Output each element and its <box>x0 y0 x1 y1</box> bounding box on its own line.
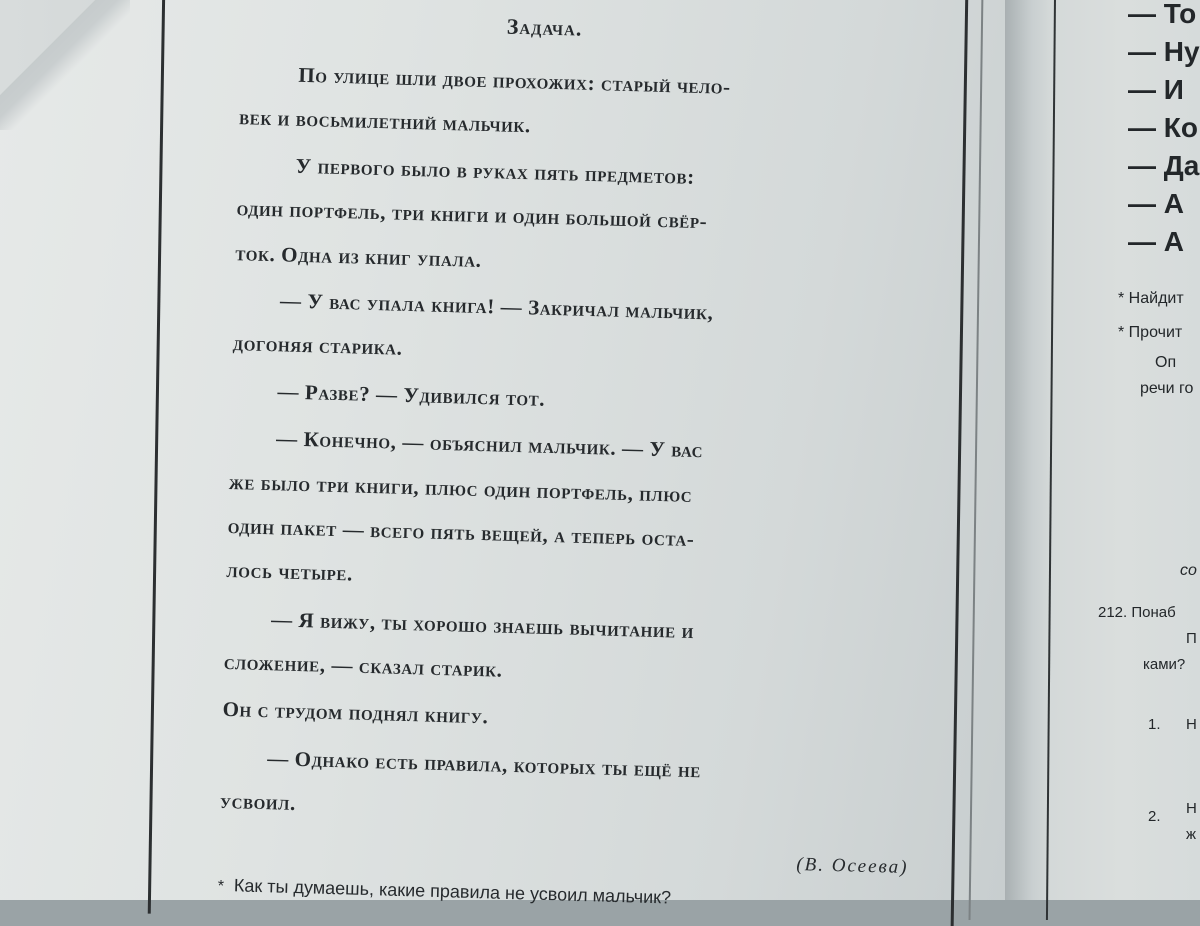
story-line: У первого было в руках пять предметов: <box>295 153 696 189</box>
right-note: * Прочит <box>1118 324 1183 341</box>
story-line: век и восьмилетний мальчик. <box>238 105 532 138</box>
right-dash-line: — Да <box>1128 150 1200 181</box>
story-line: усвоил. <box>219 788 297 815</box>
exercise-continuation: ками? <box>1143 656 1186 673</box>
asterisk-icon: * <box>217 877 225 896</box>
story-line: — Конечно, — объяснил мальчик. — У вас <box>275 426 704 463</box>
exercise-item-text: Н <box>1186 716 1197 733</box>
exercise-item-text: Н <box>1186 800 1197 817</box>
exercise-item-number: 2. <box>1148 808 1161 825</box>
exercise-item-number: 1. <box>1148 716 1161 733</box>
story-line: — Я вижу, ты хорошо знаешь вычитание и <box>270 607 695 644</box>
story-line: — Однако есть правила, которых ты ещё не <box>266 746 702 783</box>
story-line: ток. Одна из книг упала. <box>235 241 482 272</box>
exercise-number: 212. Понаб <box>1098 604 1176 621</box>
exercise-continuation: П <box>1186 630 1197 647</box>
right-dash-line: — То <box>1128 0 1197 29</box>
question-text: Как ты думаешь, какие правила не усвоил мальчик? <box>233 875 672 908</box>
story-title: Задача. <box>506 13 583 41</box>
story-line: Он с трудом поднял книгу. <box>222 696 489 729</box>
story-author: (В. Осеева) <box>796 853 909 879</box>
story-line: — У вас упала книга! — Закричал мальчик, <box>279 288 714 325</box>
story-line: догоняя старика. <box>232 331 403 360</box>
story-line: — Разве? — Удивился тот. <box>277 379 546 411</box>
right-fragment: со <box>1180 562 1197 579</box>
story-line: же было три книги, плюс один портфель, плюс <box>228 469 693 507</box>
story-line: один пакет — всего пять вещей, а теперь оста- <box>227 513 695 552</box>
exercise-item-text: ж <box>1186 826 1197 843</box>
right-dash-line: — А <box>1128 188 1184 219</box>
right-note: * Найдит <box>1118 290 1184 307</box>
book-gutter <box>1005 0 1050 900</box>
right-dash-line: — Ну <box>1128 36 1200 67</box>
right-dash-line: — А <box>1128 226 1184 257</box>
story-line: По улице шли двое прохожих: старый чело- <box>298 62 731 99</box>
right-dash-line: — И <box>1128 74 1184 105</box>
story-line: лось четыре. <box>226 557 354 586</box>
story-text-block <box>217 0 932 915</box>
right-note-continuation: Оп <box>1155 354 1177 371</box>
right-note-continuation: речи го <box>1140 380 1194 397</box>
story-line: один портфель, три книги и один большой свёр- <box>236 196 708 234</box>
right-dash-line: — Ко <box>1128 112 1198 143</box>
story-line: сложение, — сказал старик. <box>223 649 503 682</box>
